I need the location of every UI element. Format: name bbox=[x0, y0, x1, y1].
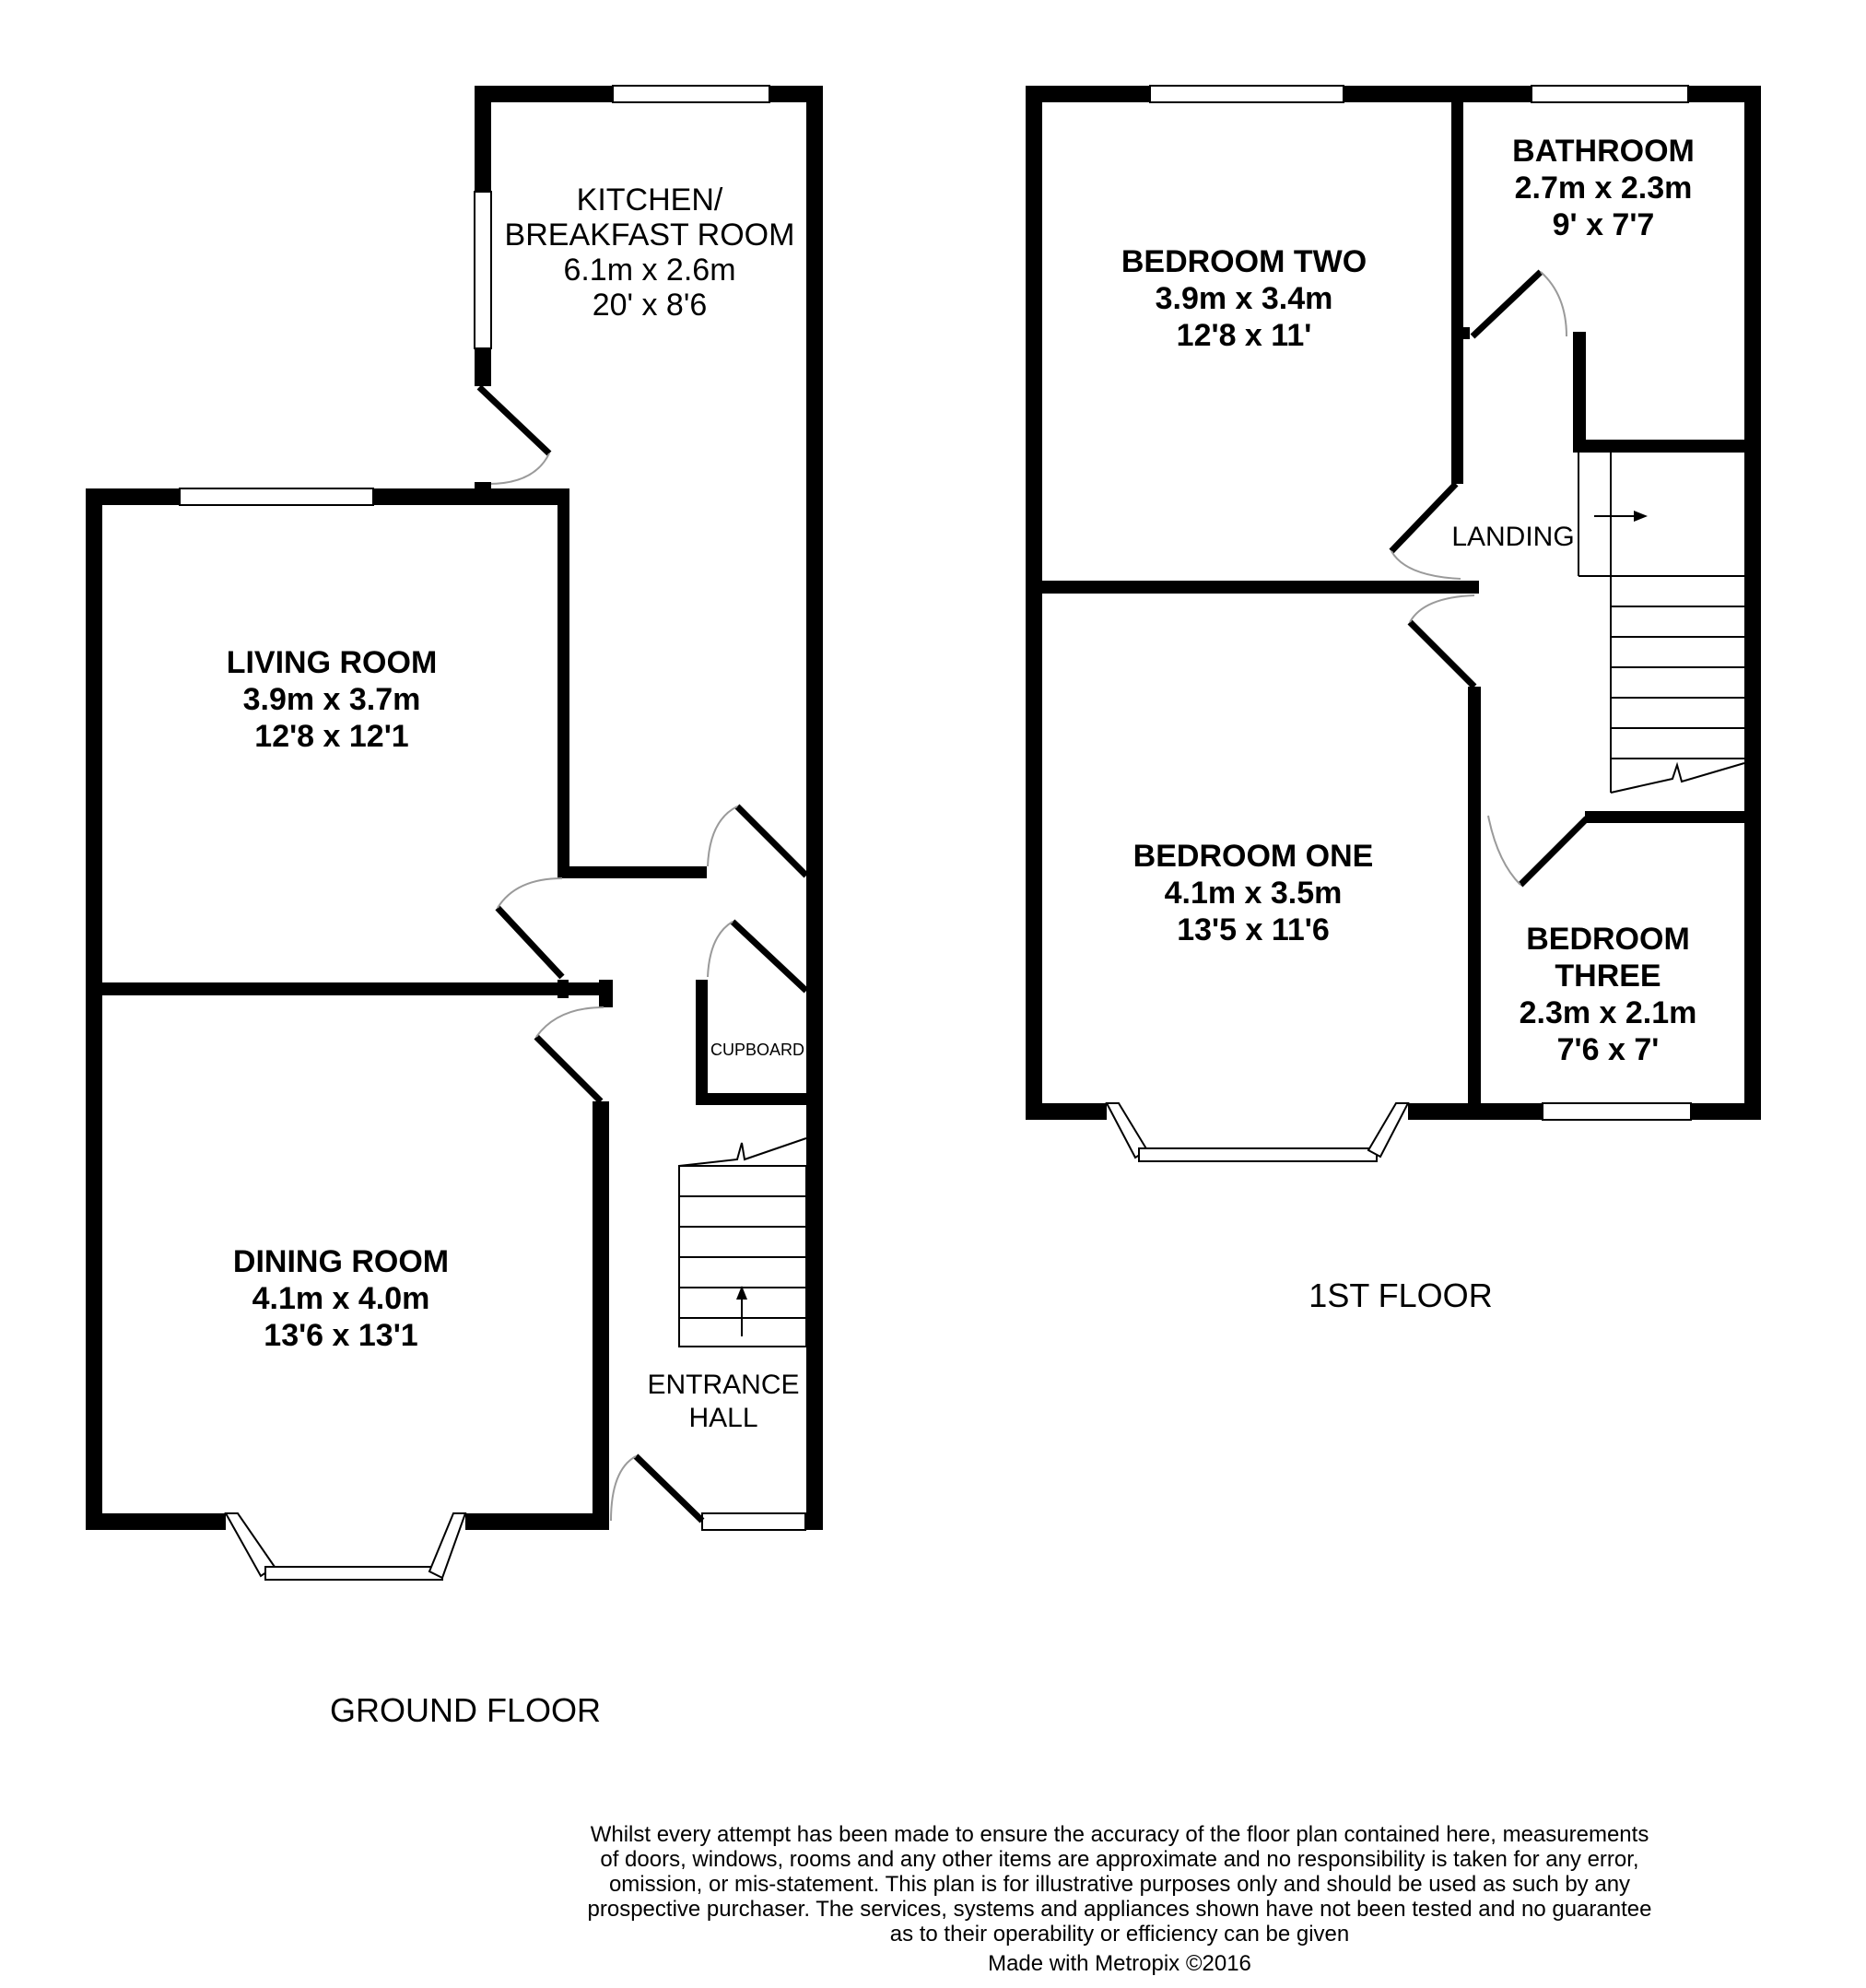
first-left-wall bbox=[1026, 86, 1042, 1120]
kitchen-inner-door bbox=[737, 806, 806, 876]
disclaimer-line: of doors, windows, rooms and any other items are approximate and no responsibility is taken for any error, bbox=[600, 1847, 1639, 1872]
disclaimer-line: Whilst every attempt has been made to ensure the accuracy of the floor plan contained here, measurements bbox=[590, 1822, 1649, 1847]
dining-name: DINING ROOM bbox=[232, 1244, 450, 1279]
cupboard-bottom-wall bbox=[696, 1093, 816, 1105]
living-name: LIVING ROOM bbox=[226, 645, 438, 680]
bathroom-name: BATHROOM bbox=[1512, 134, 1695, 169]
bedroom-three-door-swing bbox=[1488, 816, 1520, 885]
living-door-swing bbox=[498, 878, 562, 908]
bedroom-three-name-line2: THREE bbox=[1555, 959, 1661, 994]
kitchen-name-line1: KITCHEN/ bbox=[576, 182, 723, 218]
first-stair-break-line bbox=[1611, 763, 1744, 793]
bedroom-two-metric: 3.9m x 3.4m bbox=[1155, 281, 1333, 316]
ground-floor-label: GROUND FLOOR bbox=[329, 1691, 602, 1729]
hall-name-line2: HALL bbox=[688, 1403, 758, 1433]
first-floor-label: 1ST FLOOR bbox=[1309, 1276, 1493, 1314]
bed-three-bottom-wall bbox=[1691, 1103, 1761, 1120]
bathroom-window bbox=[1532, 86, 1688, 102]
dining-metric: 4.1m x 4.0m bbox=[252, 1281, 430, 1316]
bedroom-three-door bbox=[1520, 818, 1587, 885]
hall-name-line1: ENTRANCE bbox=[647, 1370, 800, 1400]
front-door-swing bbox=[611, 1456, 636, 1521]
dining-bay-window-front bbox=[265, 1567, 442, 1580]
disclaimer-credit: Made with Metropix ©2016 bbox=[988, 1951, 1251, 1976]
living-metric: 3.9m x 3.7m bbox=[242, 682, 421, 717]
bed-two-bath-divider bbox=[1451, 86, 1463, 484]
kitchen-imperial: 20' x 8'6 bbox=[592, 288, 708, 323]
disclaimer-line: prospective purchaser. The services, systems and appliances shown have not been tested and no guarantee bbox=[587, 1897, 1652, 1922]
dining-door bbox=[536, 1037, 601, 1101]
bedroom-two-imperial: 12'8 x 11' bbox=[1176, 318, 1312, 353]
bathroom-imperial: 9' x 7'7 bbox=[1552, 207, 1655, 242]
bathroom-bottom-wall bbox=[1573, 440, 1761, 453]
bedroom-two-window bbox=[1150, 86, 1344, 102]
kitchen-top-window bbox=[613, 86, 769, 102]
divider-stub-right bbox=[599, 980, 613, 1007]
kitchen-name-line2: BREAKFAST ROOM bbox=[504, 218, 795, 253]
first-stair-arrow-head bbox=[1634, 511, 1648, 522]
ground-floor-plan bbox=[86, 86, 823, 1729]
dining-bottom-wall-right bbox=[465, 1513, 609, 1530]
bed-one-bottom-wall-right bbox=[1408, 1103, 1543, 1120]
dining-door-swing bbox=[536, 1007, 604, 1037]
ground-stair-break-line bbox=[679, 1138, 806, 1166]
ground-right-wall bbox=[806, 86, 823, 1529]
bathroom-metric: 2.7m x 2.3m bbox=[1514, 171, 1693, 206]
bed-two-bath-stub bbox=[1451, 327, 1470, 339]
bed-two-bed-one-divider bbox=[1026, 581, 1479, 594]
kitchen-back-door-swing bbox=[488, 453, 549, 484]
divider-stub bbox=[557, 980, 569, 998]
bathroom-door bbox=[1473, 272, 1541, 336]
dining-bay-window-right bbox=[429, 1513, 465, 1578]
bed-one-bay-window-front bbox=[1139, 1148, 1377, 1161]
bed-one-bay-window-right bbox=[1368, 1103, 1408, 1157]
ground-left-wall bbox=[86, 488, 102, 1530]
landing-name: LANDING bbox=[1451, 522, 1575, 552]
first-staircase bbox=[1578, 453, 1744, 793]
living-dining-divider bbox=[86, 982, 611, 995]
cupboard-door bbox=[733, 922, 806, 991]
bedroom-three-window bbox=[1543, 1103, 1691, 1120]
living-top-wall-stub bbox=[475, 482, 491, 505]
kitchen-side-window bbox=[475, 192, 491, 348]
bedroom-three-imperial: 7'6 x 7' bbox=[1556, 1032, 1660, 1067]
bedroom-three-name-line1: BEDROOM bbox=[1526, 922, 1690, 957]
first-floor-plan bbox=[1026, 86, 1761, 1314]
bedroom-two-door bbox=[1391, 484, 1456, 551]
bedroom-three-metric: 2.3m x 2.1m bbox=[1519, 995, 1697, 1030]
cupboard-left-wall bbox=[696, 980, 708, 1105]
dining-bottom-wall-left bbox=[86, 1513, 226, 1530]
first-right-wall bbox=[1744, 86, 1761, 1120]
kitchen-back-door bbox=[479, 387, 549, 453]
disclaimer bbox=[588, 1822, 1652, 1976]
living-door bbox=[498, 908, 562, 977]
living-top-window bbox=[180, 488, 373, 505]
cupboard-door-swing bbox=[708, 922, 733, 977]
bathroom-door-swing bbox=[1541, 272, 1567, 336]
living-imperial: 12'8 x 12'1 bbox=[254, 719, 409, 754]
bedroom-one-door bbox=[1410, 622, 1474, 687]
dining-right-wall bbox=[593, 1101, 609, 1530]
bed-one-bottom-wall-left bbox=[1026, 1103, 1107, 1120]
disclaimer-line: omission, or mis-statement. This plan is for illustrative purposes only and should be used as such by any bbox=[608, 1872, 1631, 1897]
kitchen-inner-door-swing bbox=[708, 806, 737, 866]
living-right-wall bbox=[557, 488, 569, 876]
kitchen-metric: 6.1m x 2.6m bbox=[563, 253, 736, 288]
bedroom-two-door-swing bbox=[1391, 551, 1461, 579]
ground-staircase bbox=[679, 1138, 806, 1347]
bathroom-inner-wall bbox=[1573, 332, 1586, 452]
bedroom-one-door-swing bbox=[1410, 595, 1474, 622]
disclaimer-line: as to their operability or efficiency can be given bbox=[889, 1922, 1350, 1947]
bedroom-two-name: BEDROOM TWO bbox=[1121, 244, 1367, 279]
bedroom-one-imperial: 13'5 x 11'6 bbox=[1177, 912, 1330, 947]
bedroom-one-metric: 4.1m x 3.5m bbox=[1164, 876, 1343, 911]
front-door bbox=[636, 1456, 702, 1521]
bed-one-right-wall bbox=[1468, 687, 1481, 1120]
living-right-return bbox=[557, 866, 707, 878]
bedroom-one-name: BEDROOM ONE bbox=[1133, 839, 1374, 874]
cupboard-name: CUPBOARD bbox=[710, 1041, 805, 1059]
hall-front-window bbox=[702, 1513, 805, 1530]
dining-imperial: 13'6 x 13'1 bbox=[264, 1318, 418, 1353]
bed-three-top-wall bbox=[1585, 811, 1760, 823]
